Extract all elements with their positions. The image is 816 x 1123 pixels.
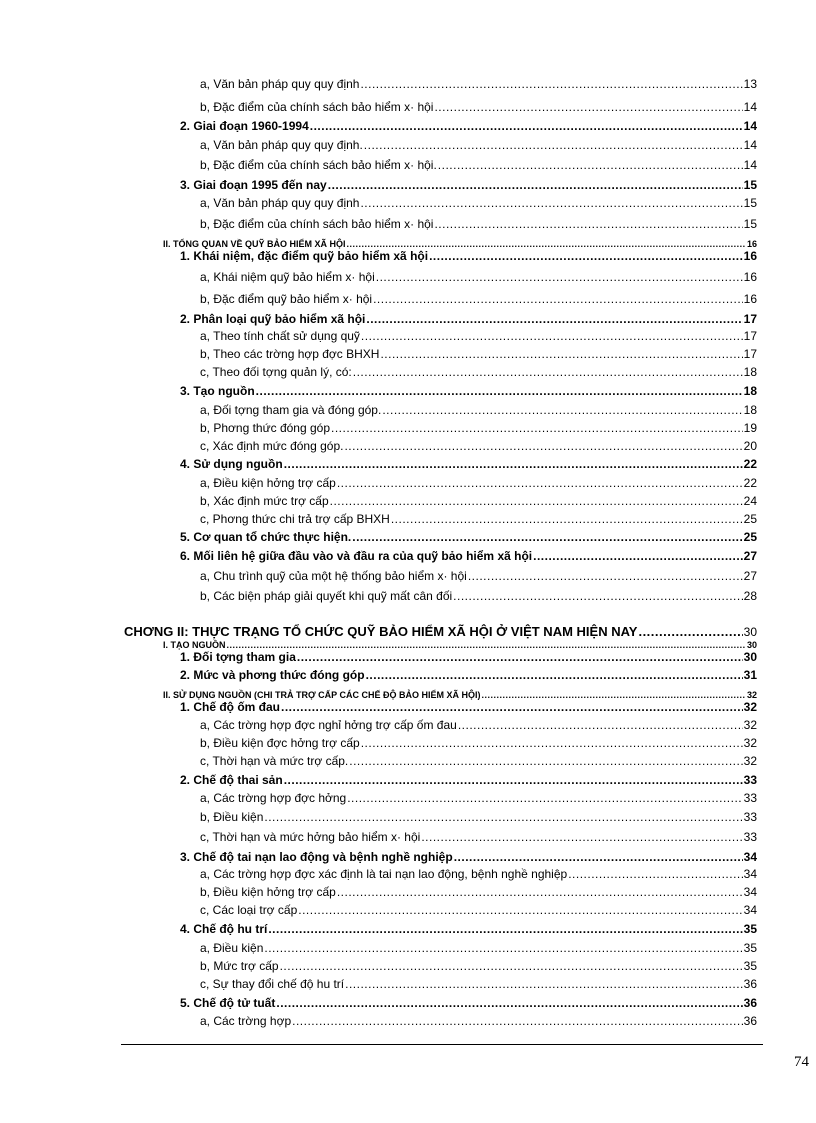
toc-entry	[124, 624, 757, 639]
dot-leader	[256, 384, 743, 398]
toc-entry-page: 32	[743, 754, 757, 768]
toc-entry-page: 32	[743, 736, 757, 750]
toc-entry-page: 17	[743, 329, 757, 343]
toc-entry	[180, 249, 757, 263]
toc-entry-page: 22	[743, 457, 757, 471]
toc-entry-title: 2. Phân loại quỹ bảo hiểm xã hội	[180, 312, 366, 326]
toc-entry-title: b, Đặc điểm quỹ bảo hiểm x· hội	[200, 292, 373, 306]
toc-entry-title: a, Đối tợng tham gia và đóng góp.	[200, 403, 382, 417]
toc-entry-page: 32	[743, 700, 757, 714]
toc-entry-page: 14	[743, 100, 757, 114]
toc-entry	[200, 512, 757, 526]
dot-leader	[297, 650, 743, 664]
toc-entry	[163, 640, 757, 650]
toc-entry-title: I. TẠO NGUỒN	[163, 640, 226, 650]
toc-entry-page: 34	[743, 903, 757, 917]
toc-entry-title: a, Các trờng hợp đợc hởng	[200, 791, 347, 805]
toc-entry	[200, 421, 757, 435]
dot-leader	[347, 239, 746, 249]
toc-entry-title: 2. Mức và phơng thức đóng góp	[180, 668, 365, 682]
toc-entry-page: 27	[743, 569, 757, 583]
toc-entry	[200, 77, 757, 91]
toc-entry	[180, 700, 757, 714]
toc-entry	[180, 773, 757, 787]
toc-entry	[180, 530, 757, 544]
toc-entry-title: b, Phơng thức đóng góp	[200, 421, 330, 435]
toc-entry-page: 19	[743, 421, 757, 435]
toc-entry	[180, 312, 757, 326]
toc-entry	[200, 476, 757, 490]
toc-entry-title: 1. Chế độ ốm đau	[180, 700, 281, 714]
dot-leader	[298, 903, 742, 917]
toc-entry	[180, 457, 757, 471]
toc-entry-page: 14	[743, 138, 757, 152]
toc-entry	[200, 100, 757, 114]
toc-entry	[180, 996, 757, 1010]
dot-leader	[337, 885, 743, 899]
toc-entry-page: 24	[743, 494, 757, 508]
toc-entry	[200, 754, 757, 768]
toc-entry	[180, 549, 757, 563]
dot-leader	[310, 119, 743, 133]
dot-leader	[264, 941, 742, 955]
dot-leader	[468, 569, 743, 583]
toc-entry-title: a, Văn bản pháp quy quy định.	[200, 138, 363, 152]
dot-leader	[481, 690, 746, 700]
toc-entry	[200, 196, 757, 210]
toc-entry-page: 33	[743, 773, 757, 787]
toc-entry-title: b, Điều kiện hởng trợ cấp	[200, 885, 336, 899]
toc-entry-page: 25	[743, 512, 757, 526]
dot-leader	[284, 457, 743, 471]
toc-entry-page: 16	[743, 292, 757, 306]
toc-entry-title: b, Các biện pháp giải quyết khi quỹ mất cân đối	[200, 589, 453, 603]
toc-entry-page: 13	[743, 77, 757, 91]
toc-entry-page: 35	[743, 959, 757, 973]
toc-entry-page: 36	[743, 977, 757, 991]
toc-entry-title: b, Theo các trờng hợp đợc BHXH	[200, 347, 380, 361]
toc-entry-title: a, Văn bản pháp quy quy định	[200, 196, 360, 210]
dot-leader	[454, 850, 743, 864]
toc-entry-title: 1. Đối tợng tham gia	[180, 650, 296, 664]
toc-entry-title: a, Chu trình quỹ của một hệ thống bảo hiểm x· hội	[200, 569, 467, 583]
toc-entry-page: 27	[743, 549, 757, 563]
dot-leader	[366, 668, 743, 682]
toc-entry-title: b, Đặc điểm của chính sách bảo hiểm x· hội	[200, 217, 434, 231]
toc-entry-title: b, Xác định mức trợ cấp	[200, 494, 329, 508]
toc-entry-title: 5. Chế độ tử tuất	[180, 996, 276, 1010]
toc-entry	[200, 347, 757, 361]
toc-entry-page: 30	[746, 640, 757, 650]
dot-leader	[391, 512, 743, 526]
toc-entry-title: c, Thời hạn và mức trợ cấp.	[200, 754, 349, 768]
toc-entry	[163, 690, 757, 700]
toc-entry-page: 34	[743, 867, 757, 881]
dot-leader	[227, 640, 746, 650]
dot-leader	[380, 347, 742, 361]
toc-entry	[200, 903, 757, 917]
toc-entry-page: 15	[743, 217, 757, 231]
toc-entry-title: a, Các trờng hợp đợc xác định là tai nạn lao động, bệnh nghề nghiệp	[200, 867, 568, 881]
toc-entry-title: 4. Sử dụng nguồn	[180, 457, 283, 471]
toc-entry	[180, 384, 757, 398]
dot-leader	[364, 138, 743, 152]
toc-entry	[200, 138, 757, 152]
toc-entry	[200, 365, 757, 379]
toc-entry	[200, 158, 757, 172]
toc-entry-title: a, Điều kiện hởng trợ cấp	[200, 476, 336, 490]
toc-entry-page: 22	[743, 476, 757, 490]
toc-entry-page: 16	[746, 239, 757, 249]
toc-entry	[180, 850, 757, 864]
page-number: 74	[794, 1054, 809, 1070]
dot-leader	[264, 810, 742, 824]
dot-leader	[360, 77, 742, 91]
dot-leader	[373, 292, 743, 306]
toc-entry	[200, 736, 757, 750]
toc-entry	[200, 403, 757, 417]
toc-entry	[200, 791, 757, 805]
toc-entry	[200, 941, 757, 955]
toc-entry	[200, 718, 757, 732]
toc-entry-title: c, Sự thay đổi chế độ hu trí	[200, 977, 345, 991]
toc-entry	[180, 119, 757, 133]
toc-entry-page: 30	[743, 625, 757, 639]
toc-entry-title: b, Điều kiện đợc hởng trợ cấp	[200, 736, 360, 750]
toc-entry	[200, 589, 757, 603]
toc-entry-page: 17	[743, 347, 757, 361]
dot-leader	[360, 196, 742, 210]
toc-entry-page: 35	[743, 922, 757, 936]
toc-entry	[180, 668, 757, 682]
toc-entry	[200, 439, 757, 453]
toc-entry-title: a, Các trờng hợp	[200, 1014, 292, 1028]
toc-entry-page: 16	[743, 249, 757, 263]
toc-entry	[200, 569, 757, 583]
toc-entry-page: 33	[743, 810, 757, 824]
dot-leader	[366, 312, 742, 326]
toc-entry-title: a, Theo tính chất sử dụng quỹ	[200, 329, 360, 343]
dot-leader	[376, 270, 743, 284]
toc-entry-title: II. TỔNG QUAN VỀ QUỸ BẢO HIỂM XÃ HỘI	[163, 239, 346, 249]
toc-entry-title: 3. Tạo nguồn	[180, 384, 255, 398]
toc-entry	[200, 292, 757, 306]
toc-entry-page: 25	[743, 530, 757, 544]
toc-entry	[200, 977, 757, 991]
toc-entry-title: c, Các loại trợ cấp	[200, 903, 298, 917]
toc-entry-title: a, Văn bản pháp quy quy định	[200, 77, 360, 91]
dot-leader	[361, 329, 743, 343]
dot-leader	[344, 439, 742, 453]
toc-entry-page: 15	[743, 196, 757, 210]
dot-leader	[429, 249, 743, 263]
dot-leader	[453, 589, 742, 603]
toc-entry-title: 3. Giai đoạn 1995 đến nay	[180, 178, 327, 192]
toc-entry-title: 2. Chế độ thai sản	[180, 773, 283, 787]
toc-entry-title: b, Điều kiện	[200, 810, 264, 824]
toc-entry-page: 36	[743, 1014, 757, 1028]
toc-entry-title: b, Mức trợ cấp	[200, 959, 279, 973]
toc-entry-title: c, Theo đối tợng quản lý, có:	[200, 365, 352, 379]
toc-entry-title: a, Điều kiện	[200, 941, 264, 955]
toc-entry-page: 34	[743, 850, 757, 864]
toc-entry-page: 35	[743, 941, 757, 955]
toc-entry-page: 18	[743, 365, 757, 379]
dot-leader	[568, 867, 742, 881]
toc-entry-page: 31	[743, 668, 757, 682]
toc-entry	[200, 885, 757, 899]
dot-leader	[268, 922, 742, 936]
dot-leader	[438, 158, 743, 172]
footer-rule	[121, 1044, 763, 1045]
dot-leader	[337, 476, 743, 490]
toc-entry	[163, 239, 757, 249]
toc-entry-title: 1. Khái niệm, đặc điểm quỹ bảo hiểm xã hội	[180, 249, 429, 263]
dot-leader	[349, 754, 742, 768]
toc-entry-page: 18	[743, 384, 757, 398]
toc-entry-page: 33	[743, 791, 757, 805]
toc-entry-title: 4. Chế độ hu trí	[180, 922, 268, 936]
toc-entry-page: 20	[743, 439, 757, 453]
toc-entry-title: c, Phơng thức chi trả trợ cấp BHXH	[200, 512, 390, 526]
dot-leader	[361, 736, 743, 750]
toc-entry-title: c, Xác định mức đóng góp.	[200, 439, 344, 453]
toc-entry	[180, 922, 757, 936]
dot-leader	[284, 773, 743, 787]
dot-leader	[434, 217, 742, 231]
dot-leader	[330, 494, 743, 508]
toc-entry-page: 15	[743, 178, 757, 192]
toc-entry-page: 33	[743, 830, 757, 844]
toc-entry-title: II. SỬ DỤNG NGUỒN (CHI TRẢ TRỢ CẤP CÁC CHẾ ĐỘ BẢO HIỂM XÃ HỘI)	[163, 690, 481, 700]
toc-entry-title: a, Khái niệm quỹ bảo hiểm x· hội	[200, 270, 375, 284]
toc-entry-page: 14	[743, 119, 757, 133]
toc-entry	[200, 959, 757, 973]
toc-entry-title: CHƠNG II: THỰC TRẠNG TỔ CHỨC QUỸ BẢO HIỂM XÃ HỘI Ở VIỆT NAM HIỆN NAY	[124, 624, 638, 639]
dot-leader	[328, 178, 743, 192]
dot-leader	[276, 996, 742, 1010]
toc-entry-title: b, Đặc điểm của chính sách bảo hiểm x· hội.	[200, 158, 437, 172]
dot-leader	[382, 403, 742, 417]
toc-entry-title: 3. Chế độ tai nạn lao động và bệnh nghề nghiệp	[180, 850, 453, 864]
toc-entry	[200, 217, 757, 231]
toc-entry-page: 34	[743, 885, 757, 899]
toc-entry	[200, 810, 757, 824]
dot-leader	[434, 100, 742, 114]
dot-leader	[292, 1014, 743, 1028]
dot-leader	[331, 421, 743, 435]
toc-entry	[200, 1014, 757, 1028]
toc-entry-page: 18	[743, 403, 757, 417]
toc-entry	[200, 494, 757, 508]
dot-leader	[533, 549, 743, 563]
dot-leader	[347, 791, 742, 805]
dot-leader	[421, 830, 742, 844]
toc-entry-title: a, Các trờng hợp đợc nghỉ hởng trợ cấp ốm đau	[200, 718, 457, 732]
toc-entry	[180, 650, 757, 664]
toc-entry	[180, 178, 757, 192]
toc-entry-title: 6. Mối liên hệ giữa đầu vào và đầu ra của quỹ bảo hiểm xã hội	[180, 549, 533, 563]
toc-entry	[200, 270, 757, 284]
toc-entry-page: 30	[743, 650, 757, 664]
toc-entry	[200, 830, 757, 844]
toc-entry-page: 32	[746, 690, 757, 700]
toc-entry-page: 36	[743, 996, 757, 1010]
dot-leader	[638, 624, 742, 639]
toc-entry-title: c, Thời hạn và mức hởng bảo hiểm x· hội	[200, 830, 421, 844]
toc-entry-page: 14	[743, 158, 757, 172]
toc-entry	[200, 867, 757, 881]
toc-entry-page: 17	[743, 312, 757, 326]
dot-leader	[353, 365, 743, 379]
toc-entry-title: b, Đặc điểm của chính sách bảo hiểm x· hội	[200, 100, 434, 114]
toc-entry-page: 28	[743, 589, 757, 603]
dot-leader	[280, 959, 743, 973]
dot-leader	[352, 530, 742, 544]
dot-leader	[281, 700, 743, 714]
toc-entry	[200, 329, 757, 343]
toc-entry-title: 5. Cơ quan tổ chức thực hiện.	[180, 530, 352, 544]
toc-entry-page: 16	[743, 270, 757, 284]
dot-leader	[458, 718, 743, 732]
toc-entry-title: 2. Giai đoạn 1960-1994	[180, 119, 309, 133]
toc-entry-page: 32	[743, 718, 757, 732]
dot-leader	[345, 977, 743, 991]
